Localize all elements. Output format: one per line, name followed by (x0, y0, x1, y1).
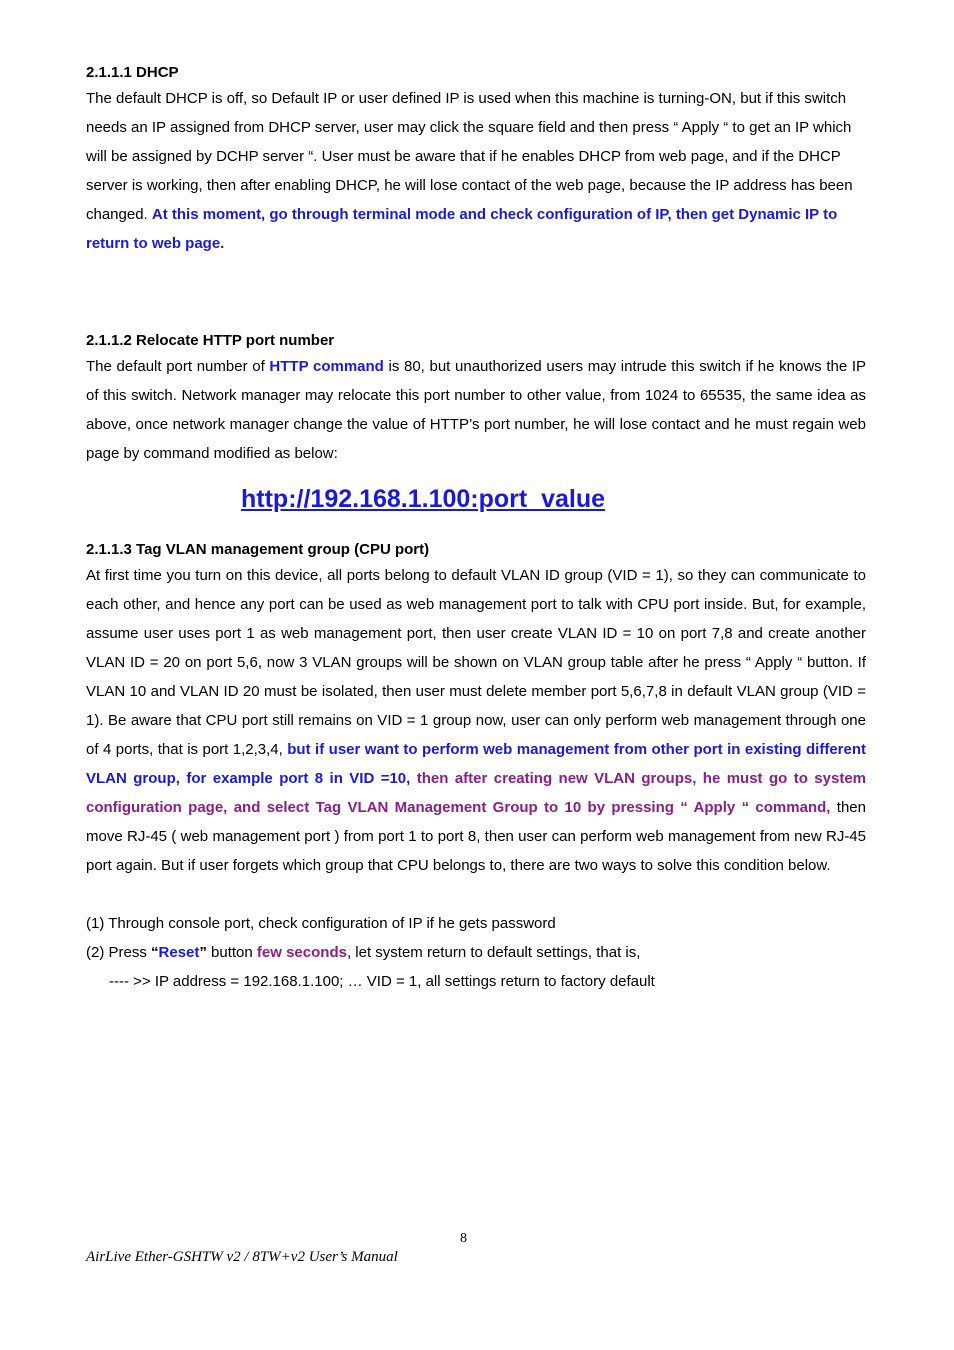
http-paragraph (86, 352, 866, 468)
reset-quote-close: ” (199, 944, 207, 961)
reset-label: Reset (158, 944, 200, 961)
list-item-console: (1) Through console port, check configuration of IP if he gets password (86, 915, 556, 932)
reset-quote-open: “ (151, 944, 159, 961)
list-item-factory-default: ---- >> IP address = 192.168.1.100; … VID = 1, all settings return to factory default (109, 973, 655, 990)
http-command-highlight: HTTP command (269, 358, 384, 375)
document-body (86, 62, 866, 996)
dhcp-paragraph (86, 84, 866, 258)
section-heading-tag-vlan: 2.1.1.3 Tag VLAN management group (CPU port) (86, 541, 430, 558)
page-number: 8 (460, 1231, 467, 1246)
port-value-link[interactable]: http://192.168.1.100:port_value (241, 485, 606, 513)
vlan-blue-highlight: but if user want to perform web management from other port in existing different VLAN group, for example port 8 in VID =10, (86, 741, 866, 787)
dhcp-highlight: At this moment, go through terminal mode and check configuration of IP, then get Dynamic IP to return to web page. (86, 206, 838, 252)
list-item-reset (86, 938, 866, 967)
section-heading-http-port: 2.1.1.2 Relocate HTTP port number (86, 332, 335, 349)
vlan-purple-highlight: then after creating new VLAN groups, he must go to system configuration page, and select Tag VLAN Management Group to 10 by pressing “ Apply “ command, (86, 770, 866, 816)
vlan-text-b: then move RJ-45 ( web management port ) from port 1 to port 8, then user can perform web management from new RJ-45 port again. But if user forgets which group that CPU belongs to, there are two ways to solve this condition below. (86, 799, 866, 874)
vlan-text-a: At first time you turn on this device, all ports belong to default VLAN ID group (VID = 1), so they can communicate to each other, and hence any port can be used as web management port to talk with CPU port inside. But, for example, assume user uses port 1 as web management port, then user create VLAN ID = 10 on port 7,8 and create another VLAN ID = 20 on port 5,6, now 3 VLAN groups will be shown on VLAN group table after he press “ Apply “ button. If VLAN 10 and VLAN ID 20 must be isolated, then user must delete member port 5,6,7,8 in default VLAN group (VID = 1). Be aware that CPU port still remains on VID = 1 group now, user can only perform web management through one of 4 ports, that is port 1,2,3,4, (86, 567, 866, 758)
http-text-a: The default port number of (86, 358, 270, 375)
vlan-paragraph (86, 561, 866, 880)
manual-title: AirLive Ether-GSHTW v2 / 8TW+v2 User’s Manual (86, 1249, 398, 1265)
reset-text-a: (2) Press (86, 944, 152, 961)
section-heading-dhcp: 2.1.1.1 DHCP (86, 64, 179, 81)
reset-text-c: , let system return to default settings, that is, (346, 944, 641, 961)
http-text-b: is 80, but unauthorized users may intrude this switch if he knows the IP of this switch. Network manager may relocate this port number to other value, from 1024 to 65535, the same idea as above, once network manager change the value of HTTP’s port number, he will lose contact and he must regain web page by command modified as below: (86, 358, 867, 462)
dhcp-text: The default DHCP is off, so Default IP or user defined IP is used when this machine is turning-ON, but if this switch needs an IP assigned from DHCP server, user may click the square field and then press “ Apply “ to get an IP which will be assigned by DCHP server “. User must be aware that if he enables DHCP from web page, and if the DHCP server is working, then after enabling DHCP, he will lose contact of the web page, because the IP address has been changed. (86, 90, 853, 223)
few-seconds-highlight: few seconds (256, 944, 347, 961)
reset-text-b: button (206, 944, 257, 961)
